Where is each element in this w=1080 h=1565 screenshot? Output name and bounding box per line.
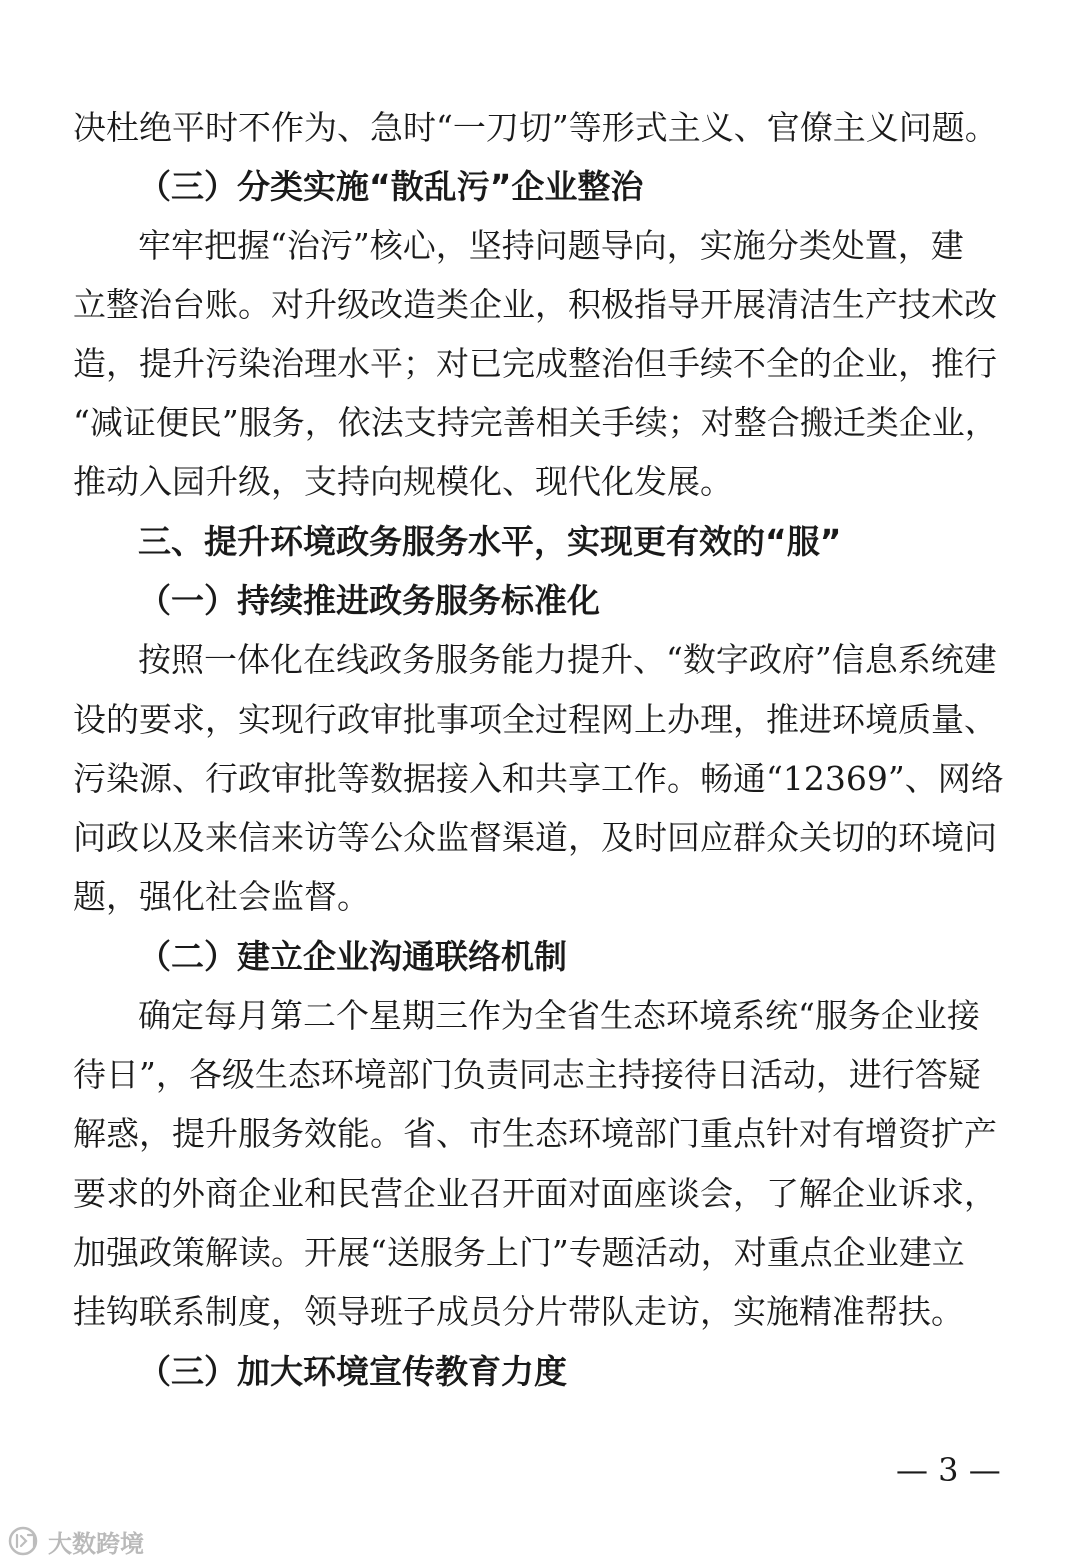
watermark-text: 大数跨境 [48, 1529, 144, 1558]
page-number: — 3 — [896, 1451, 1001, 1489]
badge-logo-icon [8, 1526, 42, 1556]
watermark [8, 1523, 144, 1559]
